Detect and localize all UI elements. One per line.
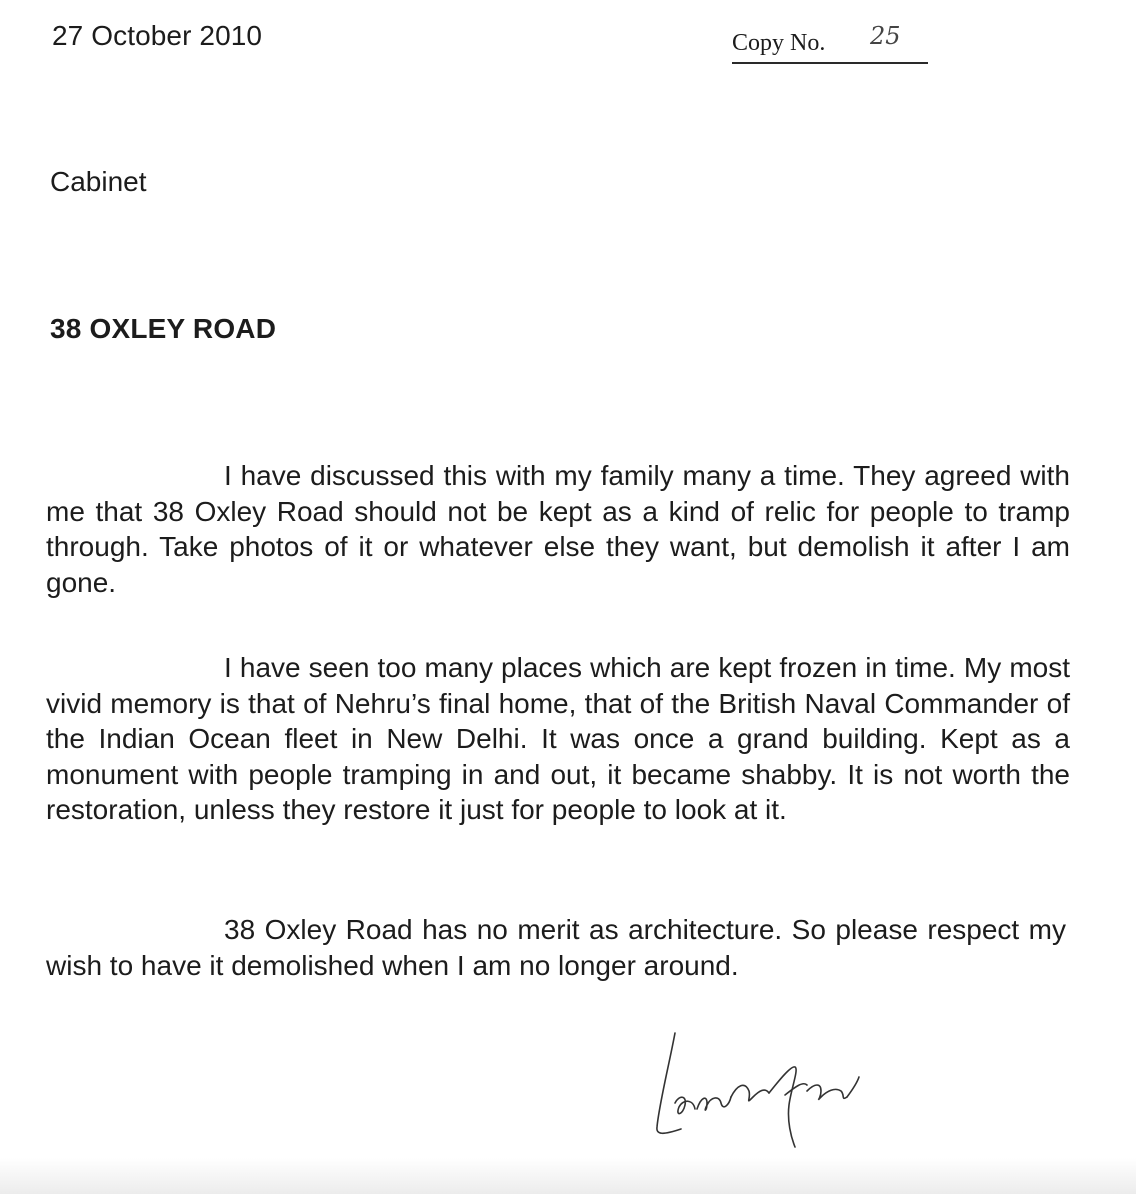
- paragraph-1: I have discussed this with my family many a time. They agreed with me that 38 Oxley Road should not be kept as a kind of relic for people to tramp through. Take photos of it or whatever else they want, but demolish it after I am gone.: [46, 460, 1070, 598]
- letter-subject: 38 OXLEY ROAD: [50, 313, 277, 344]
- signature-icon: [645, 1025, 885, 1155]
- paragraph-3: 38 Oxley Road has no merit as architecture. So please respect my wish to have it demolished when I am no longer around.: [46, 914, 1066, 981]
- copy-number-label: Copy No.: [732, 30, 826, 56]
- paragraph-2: I have seen too many places which are kept frozen in time. My most vivid memory is that of Nehru’s final home, that of the British Naval Commander of the Indian Ocean fleet in New Delhi. It was once a grand building. Kept as a monument with people tramping in and out, it became shabby. It is not worth the restoration, unless they restore it just for people to look at it.: [46, 652, 1070, 825]
- copy-number-value: 25: [870, 22, 901, 50]
- copy-number-field: [732, 22, 928, 64]
- letter-date: 27 October 2010: [52, 20, 263, 51]
- recipient: Cabinet: [50, 166, 147, 197]
- page-bottom-shade: [0, 1158, 1136, 1194]
